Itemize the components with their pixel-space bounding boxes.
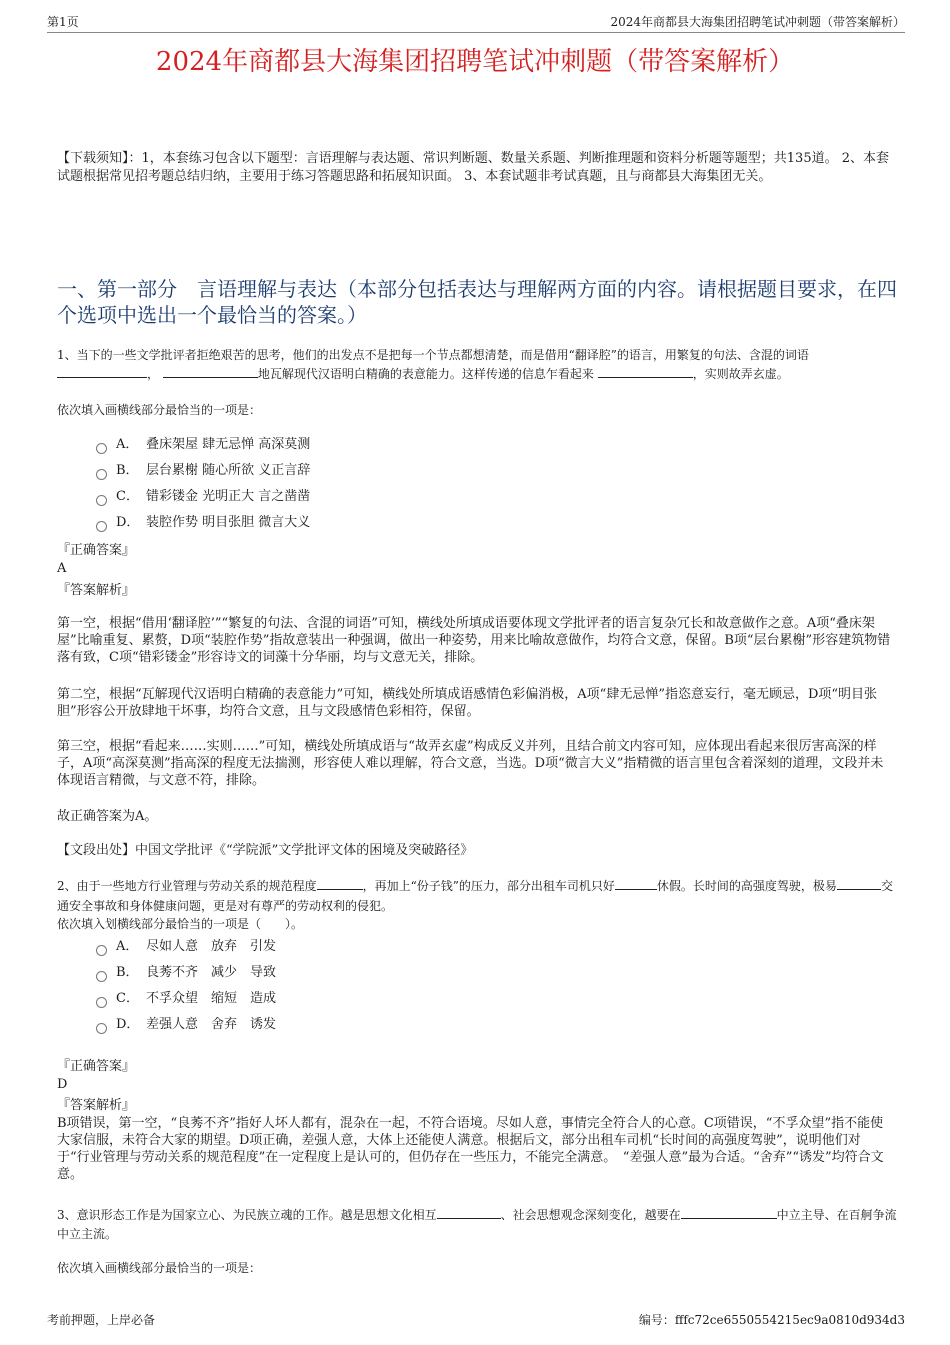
radio-icon[interactable] bbox=[96, 1023, 107, 1034]
radio-icon[interactable] bbox=[96, 469, 107, 480]
blank bbox=[317, 877, 363, 890]
answer-value: A bbox=[57, 561, 67, 576]
question-1-prompt: 依次填入画横线部分最恰当的一项是： bbox=[57, 403, 262, 417]
option-d[interactable]: D． 装腔作势 明目张胆 微言大义 bbox=[96, 510, 310, 536]
blank bbox=[837, 877, 881, 890]
option-a[interactable]: A． 叠床架屋 肆无忌惮 高深莫测 bbox=[96, 432, 310, 458]
blank bbox=[681, 1206, 777, 1219]
answer-value: D bbox=[57, 1077, 68, 1092]
analysis-paragraph: 第三空，根据“看起来……实则……”可知，横线处所填成语与“故弄玄虚”构成反义并列，且结合前文内容可知，应体现出看起来很厉害高深的样子，A项“高深莫测”指高深的程度无法揣测，形容使人难以理解，符合文意，当选。D项“微言大义”指精微的语言里包含着深刻的道理，文段并未体现语言精微，与文意不符，排除。 bbox=[57, 739, 884, 788]
download-notice: 【下载须知】：1，本套练习包含以下题型：言语理解与表达题、常识判断题、数量关系题、判断推理题和资料分析题等题型；共135道。 2、本套试题根据常见招考题总结归纳，主要用于练习答题思路和拓展知识面。 3、本套试题非考试真题，且与商都县大海集团无关。 bbox=[57, 151, 889, 184]
blank bbox=[163, 365, 258, 378]
answer-label: 『正确答案』 bbox=[57, 543, 136, 558]
footer-slogan: 考前押题，上岸必备 bbox=[47, 1313, 156, 1327]
question-2-text: 2、由于一些地方行业管理与劳动关系的规范程度 ，再加上“份子钱”的压力，部分出租车司机只好 休假。长时间的高强度驾驶，极易 交通安全事故和身体健康问题，更是对有尊严的劳动权利的侵犯。 bbox=[57, 879, 893, 913]
radio-icon[interactable] bbox=[96, 521, 107, 532]
radio-icon[interactable] bbox=[96, 971, 107, 982]
question-2-options bbox=[96, 934, 276, 1038]
question-1-text: 1、当下的一些文学批评者拒绝艰苦的思考，他们的出发点不是把每一个节点都想清楚，而是借用“翻译腔”的语言，用繁复的句法、含混的词语 ， 地瓦解现代汉语明白精确的表意能力。这样传递的信息乍看起来 ，实则故弄玄虚。 bbox=[57, 348, 809, 381]
blank bbox=[615, 877, 657, 890]
question-3-prompt: 依次填入画横线部分最恰当的一项是： bbox=[57, 1261, 262, 1275]
option-d[interactable]: D． 差强人意 舍弃 诱发 bbox=[96, 1012, 276, 1038]
blank bbox=[57, 365, 147, 378]
question-3-text: 3、意识形态工作是为国家立心、为民族立魂的工作。越是思想文化相互 、社会思想观念深刻变化，越要在 中立主导、在百舸争流中立主流。 bbox=[57, 1208, 897, 1241]
option-b[interactable]: B． 层台累榭 随心所欲 义正言辞 bbox=[96, 458, 310, 484]
analysis-paragraph: 第一空，根据“借用‘翻译腔’”“繁复的句法、含混的词语”可知，横线处所填成语要体现文学批评者的语言复杂冗长和故意做作之意。A项“叠床架屋”比喻重复、累赘，D项“装腔作势”指故意装出一种强调，做出一种姿势，用来比喻故意做作，均符合文意，保留。B项“层台累榭”形容建筑物错落有致，C项“错彩镂金”形容诗文的词藻十分华丽，均与文意无关，排除。 bbox=[57, 616, 891, 665]
blank bbox=[437, 1206, 501, 1219]
analysis-paragraph: B项错误，第一空，“良莠不齐”指好人坏人都有，混杂在一起，不符合语境。尽如人意，事情完全符合人的心意。C项错误，“不孚众望”指不能使大家信服，未符合大家的期望。D项正确，差强人意，大体上还能使人满意。根据后文，部分出租车司机“长时间的高强度驾驶”，说明他们对于“行业管理与劳动关系的规范程度”在一定程度上是认可的，但仍存在一些压力，不能完全满意。 “差强人意”最为合适。“舍弃”“诱发”均符合文意。 bbox=[57, 1116, 884, 1182]
analysis-paragraph: 第二空，根据“瓦解现代汉语明白精确的表意能力”可知，横线处所填成语感情色彩偏消极，A项“肆无忌惮”指恣意妄行，毫无顾忌，D项“明目张胆”形容公开放肆地干坏事，均符合文意，且与文段感情色彩相符，保留。 bbox=[57, 687, 878, 719]
option-c[interactable]: C． 不孚众望 缩短 造成 bbox=[96, 986, 276, 1012]
page-title: 2024年商都县大海集团招聘笔试冲刺题（带答案解析） bbox=[155, 47, 795, 77]
analysis-label: 『答案解析』 bbox=[57, 1098, 136, 1113]
source-note: 【文段出处】中国文学批评《“学院派”文学批评文体的困境及突破路径》 bbox=[57, 843, 474, 858]
analysis-conclusion: 故正确答案为A。 bbox=[57, 809, 158, 824]
page-header bbox=[47, 14, 905, 33]
option-c[interactable]: C． 错彩镂金 光明正大 言之凿凿 bbox=[96, 484, 310, 510]
radio-icon[interactable] bbox=[96, 997, 107, 1008]
question-2-prompt: 依次填入划横线部分最恰当的一项是（ ）。 bbox=[57, 917, 304, 931]
blank bbox=[598, 365, 693, 378]
option-a[interactable]: A． 尽如人意 放弃 引发 bbox=[96, 934, 276, 960]
header-doc-title: 2024年商都县大海集团招聘笔试冲刺题（带答案解析） bbox=[610, 15, 905, 29]
radio-icon[interactable] bbox=[96, 945, 107, 956]
radio-icon[interactable] bbox=[96, 443, 107, 454]
radio-icon[interactable] bbox=[96, 495, 107, 506]
section-heading: 一、第一部分 言语理解与表达（本部分包括表达与理解两方面的内容。请根据题目要求，在四个选项中选出一个最恰当的答案。） bbox=[57, 277, 897, 327]
analysis-label: 『答案解析』 bbox=[57, 583, 136, 598]
answer-label: 『正确答案』 bbox=[57, 1059, 136, 1074]
footer-doc-id: 编号：fffc72ce6550554215ec9a0810d934d3 bbox=[638, 1313, 905, 1327]
page-number: 第1页 bbox=[47, 15, 79, 29]
option-b[interactable]: B． 良莠不齐 减少 导致 bbox=[96, 960, 276, 986]
question-1-options bbox=[96, 432, 310, 536]
page-footer bbox=[47, 1312, 905, 1328]
